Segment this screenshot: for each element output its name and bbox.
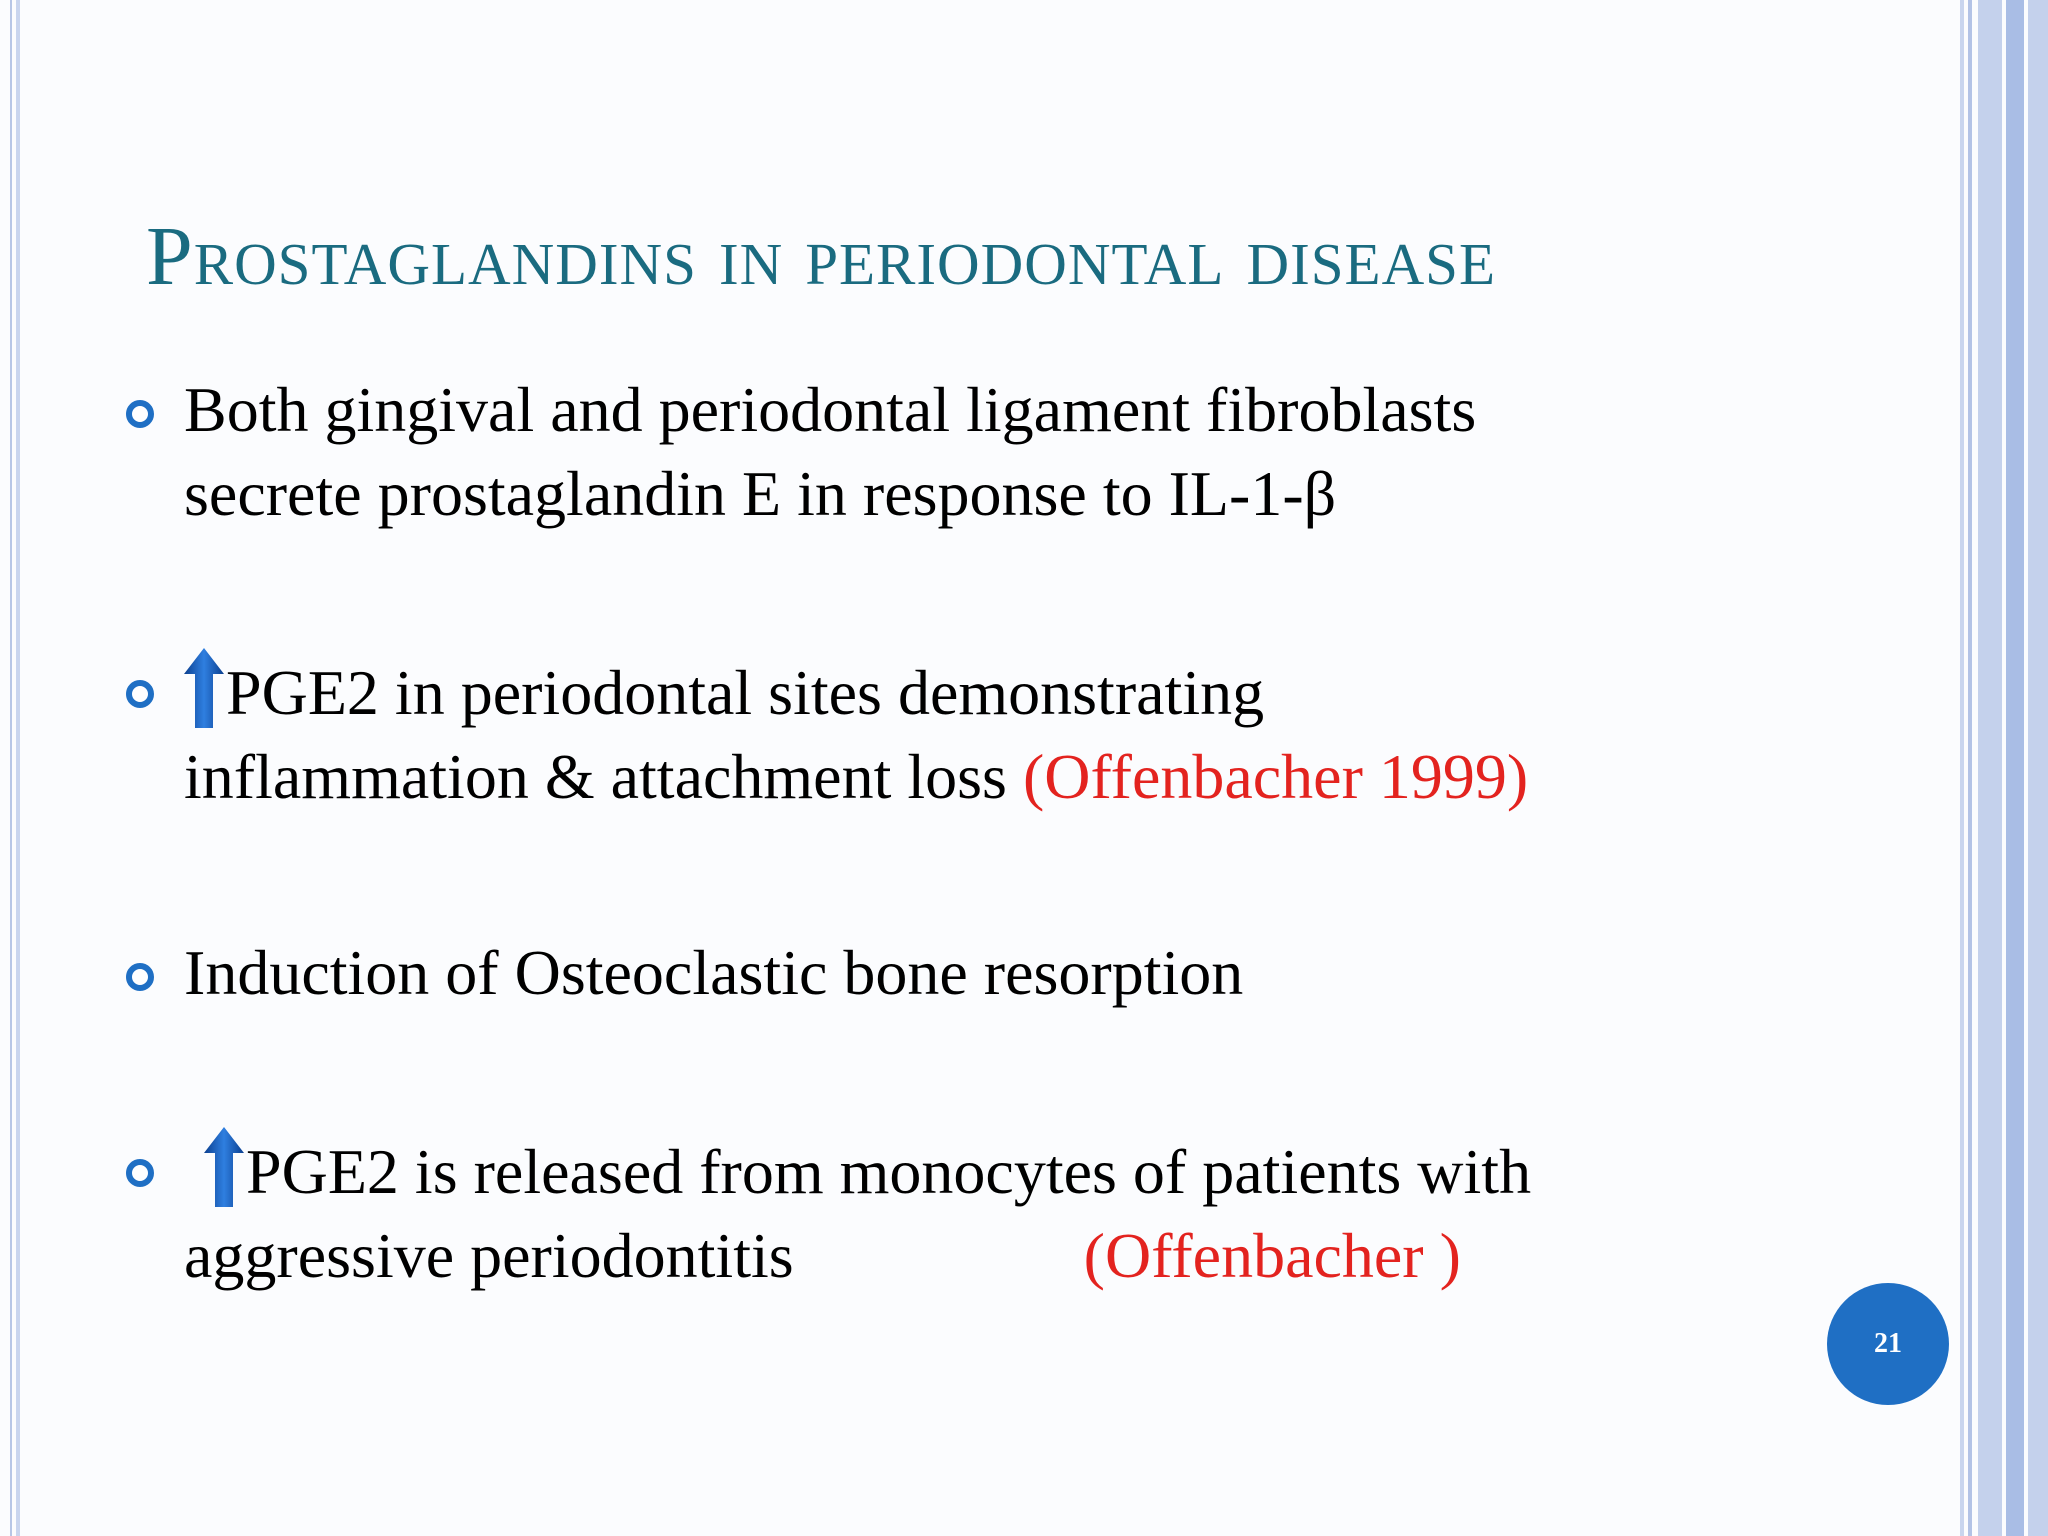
bullet-text-line: inflammation & attachment loss [184,741,1023,812]
bullet-circle-icon [126,680,154,708]
citation: (Offenbacher 1999) [1022,741,1529,812]
bullet-list [126,368,1906,1298]
bullet-circle-icon [126,1159,154,1187]
bullet-item [126,368,1906,536]
bullet-circle-icon [126,963,154,991]
bullet-circle-icon [126,400,154,428]
bullet-text-line: Induction of Osteoclastic bone resorption [184,937,1244,1008]
bullet-item [126,931,1906,1015]
bullet-text-line: Both gingival and periodontal ligament fibroblasts [184,374,1477,445]
bullet-text-line: secrete prostaglandin E in response to IL-1-β [184,458,1337,529]
left-border-decoration [10,0,20,1536]
right-stripe-decoration [1958,0,2048,1536]
up-arrow-icon [204,1127,244,1207]
up-arrow-icon [184,648,224,728]
bullet-text-line: PGE2 in periodontal sites demonstrating [226,657,1265,728]
bullet-text-line: PGE2 is released from monocytes of patients with [246,1136,1532,1207]
page-number-badge: 21 [1827,1283,1949,1405]
bullet-text-line: aggressive periodontitis [184,1220,794,1291]
citation: (Offenbacher ) [1083,1220,1461,1291]
bullet-item [126,648,1906,819]
bullet-item [126,1127,1906,1298]
slide-title: Prostaglandins in periodontal disease [146,210,1497,303]
